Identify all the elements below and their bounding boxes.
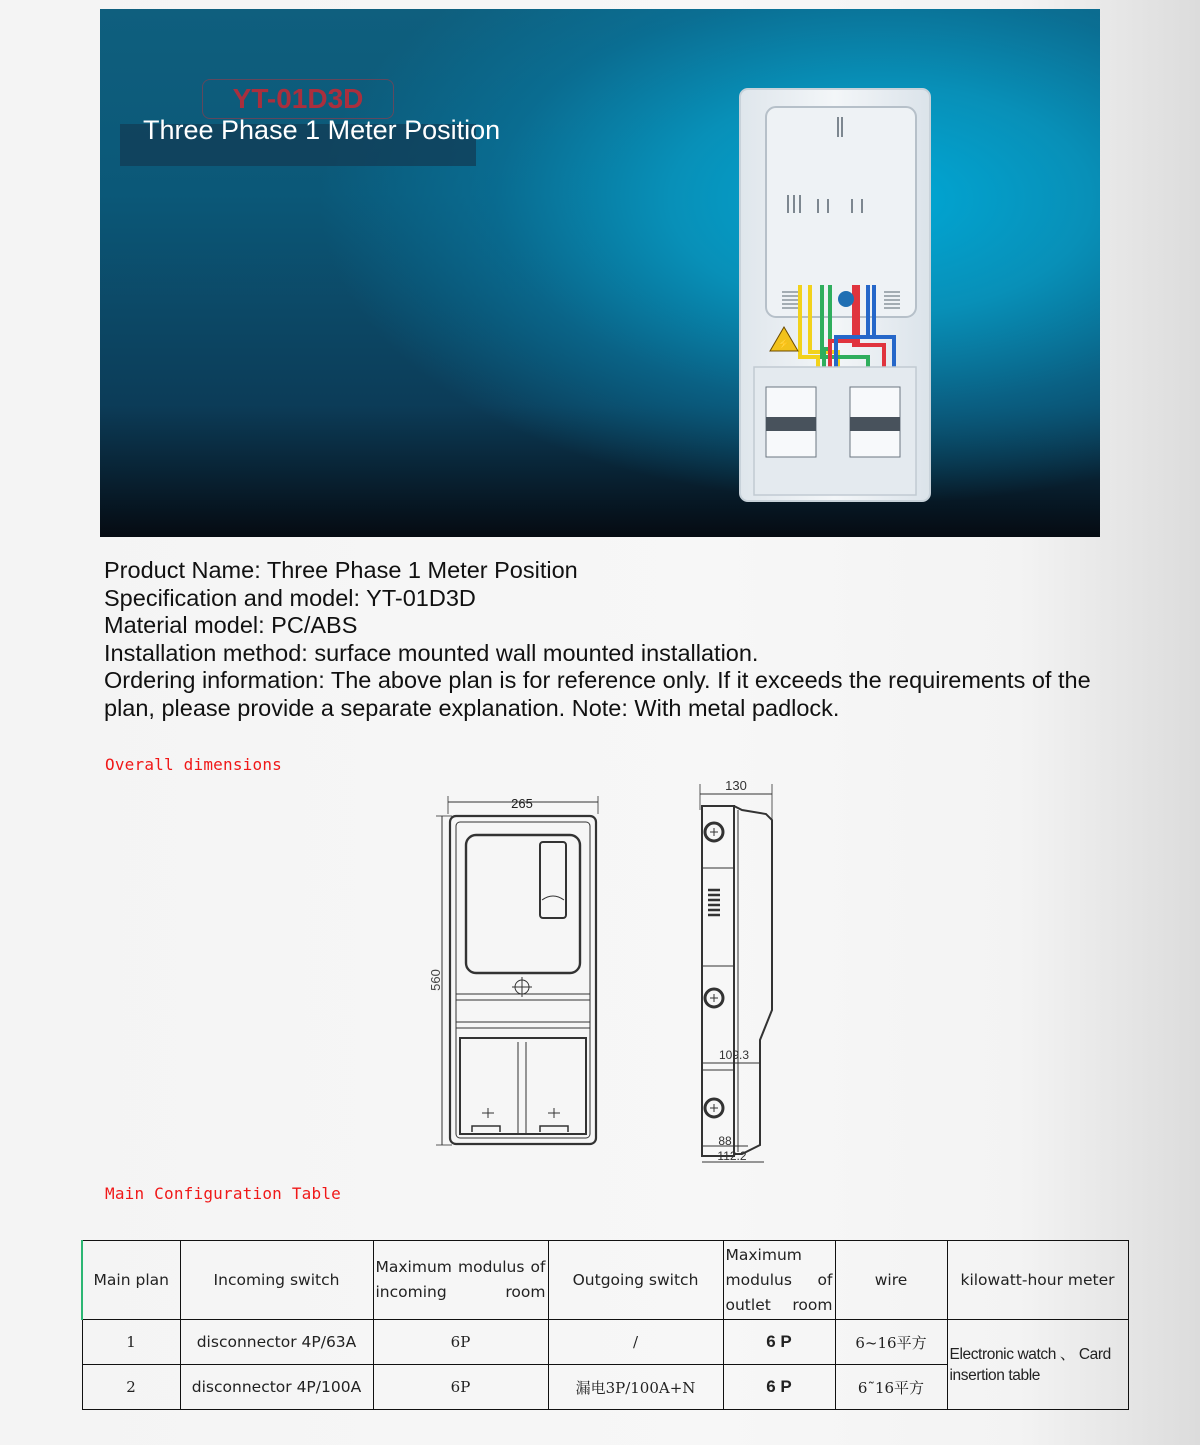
cell-plan: 1 — [82, 1320, 180, 1365]
installation-line: Installation method: surface mounted wall mounted installation. — [104, 639, 759, 666]
ordering-line: Ordering information: The above plan is for reference only. If it exceeds the requirements of the plan, please provide a separate explanation. Note: With metal padlock. — [104, 667, 1098, 721]
cell-outgoing: 漏电3P/100A+N — [548, 1365, 723, 1410]
front-width-label: 265 — [511, 796, 533, 811]
svg-text:⚡: ⚡ — [777, 339, 791, 350]
table-header-row — [82, 1241, 1128, 1320]
meter-box-photo — [738, 87, 934, 507]
product-name-line: Product Name: Three Phase 1 Meter Position — [104, 557, 578, 583]
breaker-right — [850, 387, 900, 457]
main-configuration-heading: Main Configuration Table — [105, 1184, 341, 1203]
side-bottom-inner-label: 88 — [718, 1134, 732, 1148]
material-line: Material model: PC/ABS — [104, 612, 358, 639]
table-row — [82, 1320, 1128, 1365]
product-banner — [100, 9, 1100, 537]
cell-plan: 2 — [82, 1365, 180, 1410]
model-badge: YT-01D3D — [202, 79, 394, 119]
product-description — [104, 557, 1114, 723]
cell-in-modulus: 6P — [373, 1320, 548, 1365]
cell-out-modulus: 6 P — [723, 1365, 835, 1410]
cell-incoming: disconnector 4P/100A — [180, 1365, 373, 1410]
front-height-label: 560 — [428, 969, 443, 991]
header-kwh-meter: kilowatt-hour meter — [947, 1241, 1128, 1320]
header-max-modulus-outlet: Maximum modulus of outlet room — [723, 1241, 835, 1320]
specification-line: Specification and model: YT-01D3D — [104, 584, 476, 611]
breaker-left — [766, 387, 816, 457]
header-outgoing-switch: Outgoing switch — [548, 1241, 723, 1320]
cell-meter: Electronic watch 、 Card insertion table — [947, 1320, 1128, 1410]
side-bottom-outer-label: 112.2 — [717, 1149, 747, 1163]
front-view-drawing — [420, 780, 620, 1160]
header-wire: wire — [835, 1241, 947, 1320]
header-incoming-switch: Incoming switch — [180, 1241, 373, 1320]
cell-wire: 6~16平方 — [835, 1320, 947, 1365]
cell-in-modulus: 6P — [373, 1365, 548, 1410]
side-view-drawing — [680, 770, 790, 1170]
cell-outgoing: / — [548, 1320, 723, 1365]
header-max-modulus-incoming: Maximum modulus of incoming room — [373, 1241, 548, 1320]
cell-incoming: disconnector 4P/63A — [180, 1320, 373, 1365]
overall-dimensions-heading: Overall dimensions — [105, 755, 282, 774]
banner-subtitle: Three Phase 1 Meter Position — [143, 115, 501, 145]
indicator-light — [838, 291, 854, 307]
side-inner-label: 109.3 — [718, 1048, 750, 1062]
side-depth-label: 130 — [725, 778, 747, 793]
cell-wire: 6˜16平方 — [835, 1365, 947, 1410]
header-main-plan: Main plan — [82, 1241, 180, 1320]
cell-out-modulus: 6 P — [723, 1320, 835, 1365]
configuration-table — [81, 1240, 1129, 1410]
